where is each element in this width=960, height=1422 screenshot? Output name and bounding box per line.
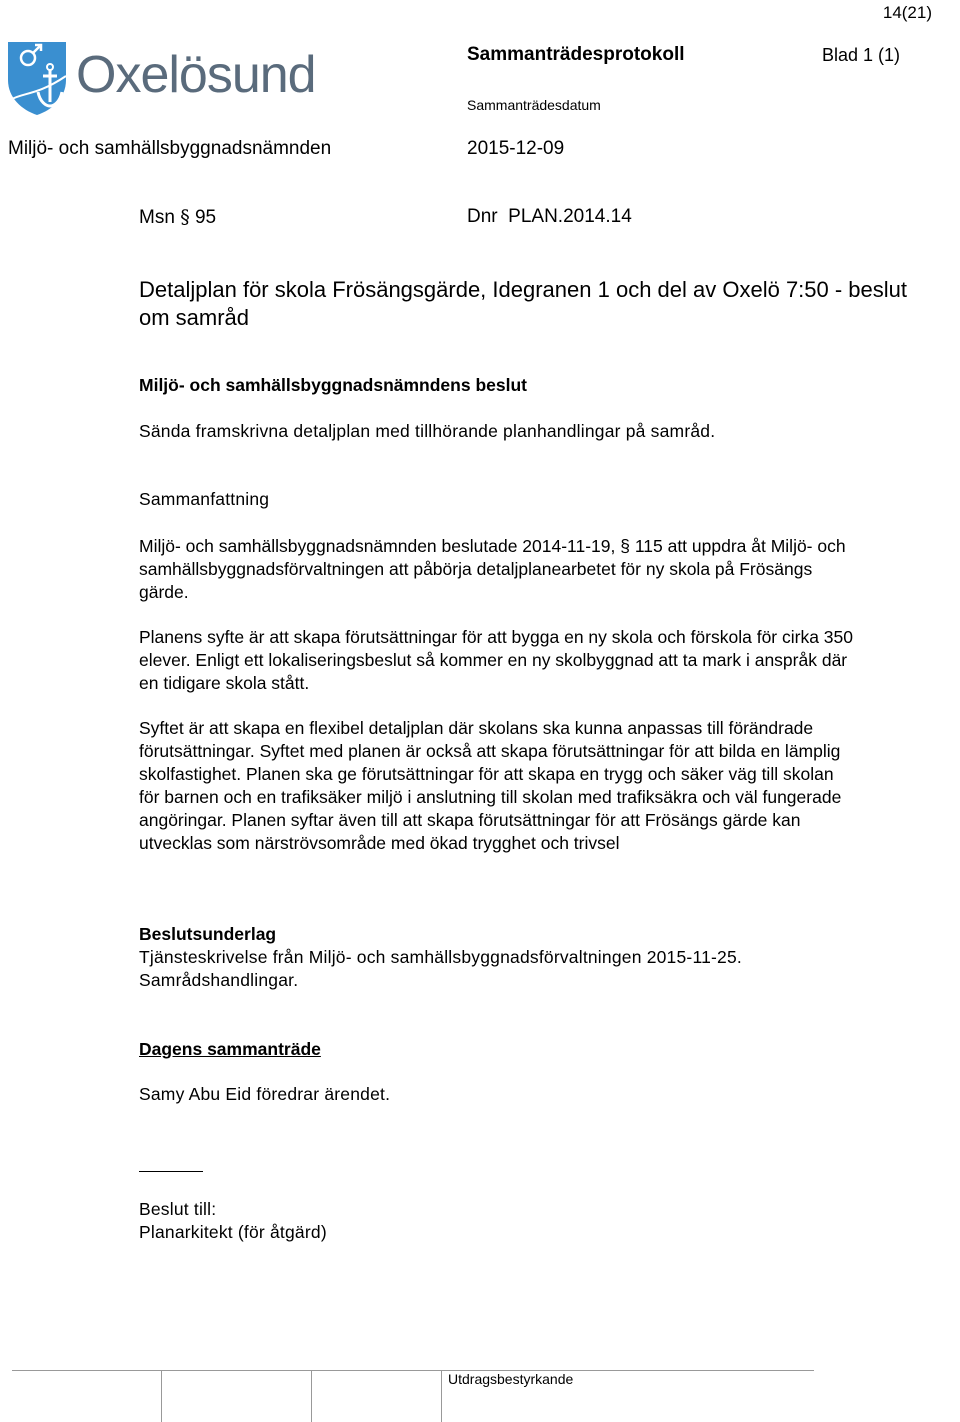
page-number: 14(21)	[882, 3, 932, 22]
basis-heading: Beslutsunderlag	[139, 924, 277, 944]
decision-heading: Miljö- och samhällsbyggnadsnämndens beslut	[139, 375, 527, 395]
committee-name: Miljö- och samhällsbyggnadsnämnden	[8, 138, 332, 159]
sheet-number: Blad 1 (1)	[822, 45, 901, 65]
signature-box-divider	[311, 1370, 312, 1422]
footer-rule	[12, 1370, 814, 1371]
msn-prefix: Msn	[139, 207, 175, 228]
meeting-date: 2015-12-09	[467, 138, 565, 159]
distribution-heading: Beslut till:	[139, 1199, 217, 1219]
case-paragraph	[139, 206, 216, 229]
basis-line-1: Tjänsteskrivelse från Miljö- och samhällsbyggnadsförvaltningen 2015-11-25.	[139, 947, 742, 967]
meeting-text: Samy Abu Eid föredrar ärendet.	[139, 1084, 391, 1104]
signature-box-divider	[441, 1370, 442, 1422]
paragraph-symbol: §	[180, 206, 190, 228]
signature-box-divider	[161, 1370, 162, 1422]
summary-paragraph-3: Syftet är att skapa en flexibel detaljplan där skolans ska kunna anpassas till förändrade förutsättningar. Syftet med planen är också att skapa förutsättningar för att bilda en lämplig skolfastighet. Planen ska ge förutsättningar för att skapa en trygg och säker väg till skolan för barnen och en trafiksäker miljö i anslutning till skolan med trafiksäkra och väl fungerade angöringar. Planen syftar även till att skapa förutsättningar för att Frösängs gärde kan utvecklas som närströvsområde med ökad trygghet och trivsel	[139, 718, 842, 853]
distribution-recipient: Planarkitekt (för åtgärd)	[139, 1222, 327, 1242]
basis-line-2: Samrådshandlingar.	[139, 970, 299, 990]
summary-paragraph-1: Miljö- och samhällsbyggnadsnämnden beslutade 2014-11-19, § 115 att uppdra åt Miljö- och samhällsbyggnadsförvaltningen att påbörja detaljplanearbetet för ny skola på Frösängs gärde.	[139, 536, 846, 602]
msn-number: 95	[194, 207, 217, 228]
meeting-heading: Dagens sammanträde	[139, 1039, 321, 1059]
logo-wordmark: Oxelösund	[76, 46, 316, 104]
summary-paragraph-2: Planens syfte är att skapa förutsättningar för att bygga en ny skola och förskola för cirka 350 elever. Enligt ett lokaliseringsbeslut så kommer en ny skolbyggnad att ta mark i anspråk där en tidigare skola stått.	[139, 627, 853, 693]
case-number: Dnr PLAN.2014.14	[467, 206, 632, 227]
separator-line	[139, 1171, 203, 1172]
meeting-date-label: Sammanträdesdatum	[467, 97, 601, 113]
document-type: Sammanträdesprotokoll	[467, 44, 685, 65]
certification-label: Utdragsbestyrkande	[448, 1371, 574, 1387]
case-title: Detaljplan för skola Frösängsgärde, Idegranen 1 och del av Oxelö 7:50 - beslut om samråd	[139, 277, 908, 330]
decision-text: Sända framskrivna detaljplan med tillhörande planhandlingar på samråd.	[139, 421, 716, 441]
summary-heading: Sammanfattning	[139, 489, 270, 509]
